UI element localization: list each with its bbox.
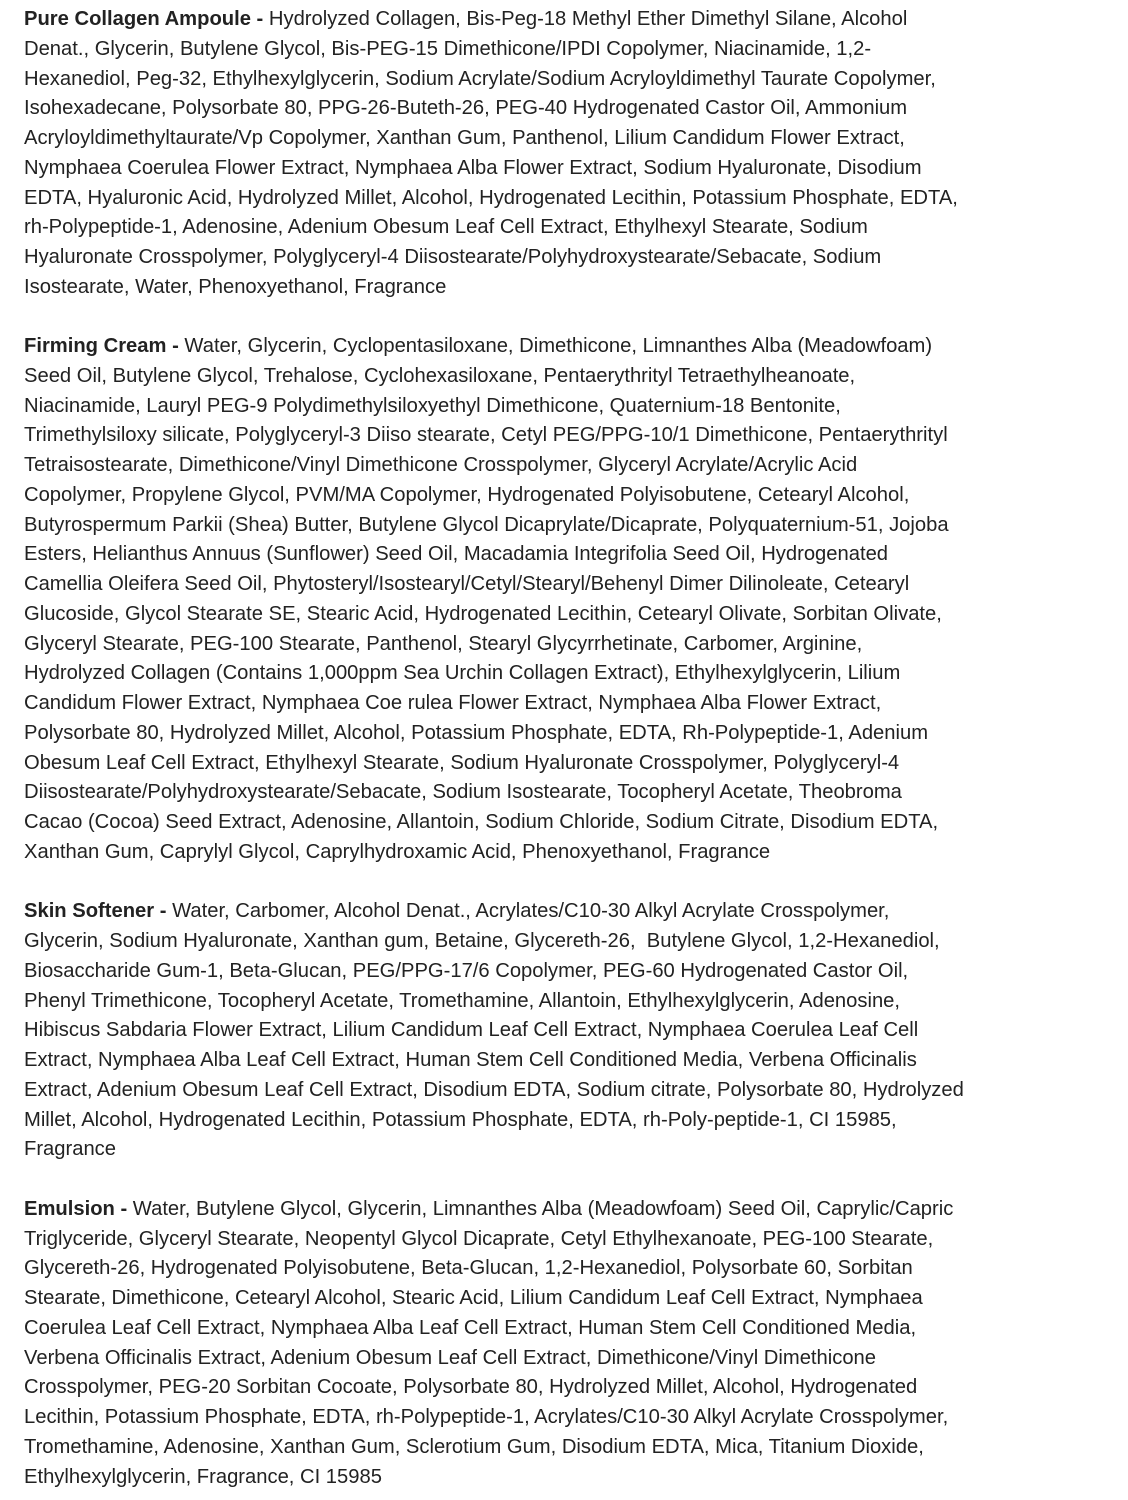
ingredient-line: Crosspolymer, PEG-20 Sorbitan Cocoate, Polysorbate 80, Hydrolyzed Millet, Alcohol, Hydrogenated — [24, 1376, 918, 1399]
ingredient-line: Extract, Nymphaea Alba Leaf Cell Extract, Human Stem Cell Conditioned Media, Verbena Officinalis — [24, 1049, 917, 1072]
ingredient-line: Biosaccharide Gum-1, Beta-Glucan, PEG/PPG-17/6 Copolymer, PEG-60 Hydrogenated Castor Oil, — [24, 959, 909, 982]
ingredient-line — [24, 5, 1128, 35]
ingredient-line: EDTA, Hyaluronic Acid, Hydrolyzed Millet, Alcohol, Hydrogenated Lecithin, Potassium Phosphate, EDTA, — [24, 186, 958, 209]
ingredient-line: Butyrospermum Parkii (Shea) Butter, Butylene Glycol Dicaprylate/Dicaprate, Polyquaternium-51, Jojoba — [24, 513, 949, 536]
ingredient-line: Stearate, Dimethicone, Cetearyl Alcohol, Stearic Acid, Lilium Candidum Leaf Cell Extract, Nymphaea — [24, 1287, 923, 1310]
ingredient-line: Glyceryl Stearate, PEG-100 Stearate, Panthenol, Stearyl Glycyrrhetinate, Carbomer, Arginine, — [24, 632, 863, 655]
ingredient-line: Isostearate, Water, Phenoxyethanol, Fragrance — [24, 275, 447, 298]
ingredient-line: Niacinamide, Lauryl PEG-9 Polydimethylsiloxyethyl Dimethicone, Quaternium-18 Bentonite, — [24, 394, 841, 417]
ingredient-line — [24, 1195, 1128, 1225]
ingredient-text: Water, Carbomer, Alcohol Denat., Acrylates/C10-30 Alkyl Acrylate Crosspolymer, — [166, 900, 890, 923]
ingredient-line: Hyaluronate Crosspolymer, Polyglyceryl-4 Diisostearate/Polyhydroxystearate/Sebacate, Sodium — [24, 246, 882, 268]
ingredient-line: Verbena Officinalis Extract, Adenium Obesum Leaf Cell Extract, Dimethicone/Vinyl Dimethicone — [24, 1346, 877, 1369]
ingredient-line: Polysorbate 80, Hydrolyzed Millet, Alcohol, Potassium Phosphate, EDTA, Rh-Polypeptide-1, Adenium — [24, 721, 929, 744]
ingredient-line: Glycerin, Sodium Hyaluronate, Xanthan gum, Betaine, Glycereth-26, Butylene Glycol, 1,2-Hexanediol, — [24, 930, 940, 953]
ingredient-section-pure-collagen-ampoule — [24, 5, 1128, 303]
ingredient-line: Coerulea Leaf Cell Extract, Nymphaea Alba Leaf Cell Extract, Human Stem Cell Conditioned Media, — [24, 1316, 917, 1339]
ingredient-line: Acryloyldimethyltaurate/Vp Copolymer, Xanthan Gum, Panthenol, Lilium Candidum Flower Extract, — [24, 127, 905, 149]
ingredient-line: Cacao (Cocoa) Seed Extract, Adenosine, Allantoin, Sodium Chloride, Sodium Citrate, Disodium EDTA, — [24, 811, 939, 834]
ingredient-section-firming-cream — [24, 332, 1128, 868]
ingredient-line — [24, 332, 1128, 362]
ingredient-text: Hydrolyzed Collagen, Bis-Peg-18 Methyl Ether Dimethyl Silane, Alcohol — [263, 8, 908, 30]
ingredient-line: rh-Polypeptide-1, Adenosine, Adenium Obesum Leaf Cell Extract, Ethylhexyl Stearate, Sodium — [24, 216, 868, 239]
ingredient-line: Camellia Oleifera Seed Oil, Phytosteryl/Isostearyl/Cetyl/Stearyl/Behenyl Dimer Dilinoleate, Cetearyl — [24, 573, 910, 596]
ingredient-section-skin-softener — [24, 897, 1128, 1165]
ingredient-line: Fragrance — [24, 1138, 117, 1161]
ingredient-line: Seed Oil, Butylene Glycol, Trehalose, Cyclohexasiloxane, Pentaerythrityl Tetraethylheanoate, — [24, 364, 856, 387]
ingredient-line: Diisostearate/Polyhydroxystearate/Sebacate, Sodium Isostearate, Tocopheryl Acetate, Theobroma — [24, 781, 902, 804]
ingredient-line — [24, 897, 1128, 927]
ingredient-line: Nymphaea Coerulea Flower Extract, Nymphaea Alba Flower Extract, Sodium Hyaluronate, Disodium — [24, 156, 922, 179]
ingredient-line: Glucoside, Glycol Stearate SE, Stearic Acid, Hydrogenated Lecithin, Cetearyl Olivate, Sorbitan Olivate, — [24, 602, 942, 625]
ingredient-line: Hydrolyzed Collagen (Contains 1,000ppm Sea Urchin Collagen Extract), Ethylhexylglycerin, Lilium — [24, 662, 901, 685]
ingredient-line: Ethylhexylglycerin, Fragrance, CI 15985 — [24, 1465, 382, 1488]
product-title: Pure Collagen Ampoule - — [24, 8, 264, 30]
ingredient-line: Phenyl Trimethicone, Tocopheryl Acetate, Tromethamine, Allantoin, Ethylhexylglycerin, Adenosine, — [24, 989, 901, 1012]
ingredient-section-emulsion — [24, 1195, 1128, 1493]
ingredient-text: Water, Glycerin, Cyclopentasiloxane, Dimethicone, Limnanthes Alba (Meadowfoam) — [178, 335, 933, 358]
ingredient-line: Trimethylsiloxy silicate, Polyglyceryl-3 Diiso stearate, Cetyl PEG/PPG-10/1 Dimethicone, Pentaerythrityl — [24, 424, 948, 447]
ingredient-line: Tetraisostearate, Dimethicone/Vinyl Dimethicone Crosspolymer, Glyceryl Acrylate/Acrylic Acid — [24, 454, 858, 477]
ingredient-line: Candidum Flower Extract, Nymphaea Coe rulea Flower Extract, Nymphaea Alba Flower Extract, — [24, 692, 882, 715]
ingredient-text: Water, Butylene Glycol, Glycerin, Limnanthes Alba (Meadowfoam) Seed Oil, Caprylic/Capric — [127, 1197, 954, 1220]
ingredient-line: Tromethamine, Adenosine, Xanthan Gum, Sclerotium Gum, Disodium EDTA, Mica, Titanium Dioxide, — [24, 1435, 924, 1458]
ingredient-line: Hexanediol, Peg-32, Ethylhexylglycerin, Sodium Acrylate/Sodium Acryloyldimethyl Taurate Copolymer, — [24, 67, 936, 90]
ingredient-line: Isohexadecane, Polysorbate 80, PPG-26-Buteth-26, PEG-40 Hydrogenated Castor Oil, Ammonium — [24, 97, 908, 120]
product-title: Skin Softener - — [24, 900, 167, 923]
ingredient-line: Triglyceride, Glyceryl Stearate, Neopentyl Glycol Dicaprate, Cetyl Ethylhexanoate, PEG-100 Stearate, — [24, 1227, 934, 1250]
ingredient-line: Xanthan Gum, Caprylyl Glycol, Caprylhydroxamic Acid, Phenoxyethanol, Fragrance — [24, 840, 771, 863]
ingredient-line: Esters, Helianthus Annuus (Sunflower) Seed Oil, Macadamia Integrifolia Seed Oil, Hydrogenated — [24, 543, 889, 566]
product-title: Emulsion - — [24, 1197, 128, 1220]
ingredient-line: Glycereth-26, Hydrogenated Polyisobutene, Beta-Glucan, 1,2-Hexanediol, Polysorbate 60, Sorbitan — [24, 1257, 913, 1280]
ingredient-line: Denat., Glycerin, Butylene Glycol, Bis-PEG-15 Dimethicone/IPDI Copolymer, Niacinamide, 1,2- — [24, 37, 872, 60]
ingredient-line: Obesum Leaf Cell Extract, Ethylhexyl Stearate, Sodium Hyaluronate Crosspolymer, Polyglyceryl-4 — [24, 751, 900, 774]
ingredient-line: Millet, Alcohol, Hydrogenated Lecithin, Potassium Phosphate, EDTA, rh-Poly-peptide-1, CI 15985, — [24, 1108, 897, 1131]
product-title: Firming Cream - — [24, 335, 179, 358]
ingredient-line: Extract, Adenium Obesum Leaf Cell Extract, Disodium EDTA, Sodium citrate, Polysorbate 80, Hydrolyzed — [24, 1078, 964, 1101]
ingredient-line: Lecithin, Potassium Phosphate, EDTA, rh-Polypeptide-1, Acrylates/C10-30 Alkyl Acrylate Crosspolymer, — [24, 1406, 949, 1429]
ingredient-line: Copolymer, Propylene Glycol, PVM/MA Copolymer, Hydrogenated Polyisobutene, Cetearyl Alcohol, — [24, 483, 910, 506]
ingredient-line: Hibiscus Sabdaria Flower Extract, Lilium Candidum Leaf Cell Extract, Nymphaea Coerulea Leaf Cell — [24, 1019, 919, 1042]
